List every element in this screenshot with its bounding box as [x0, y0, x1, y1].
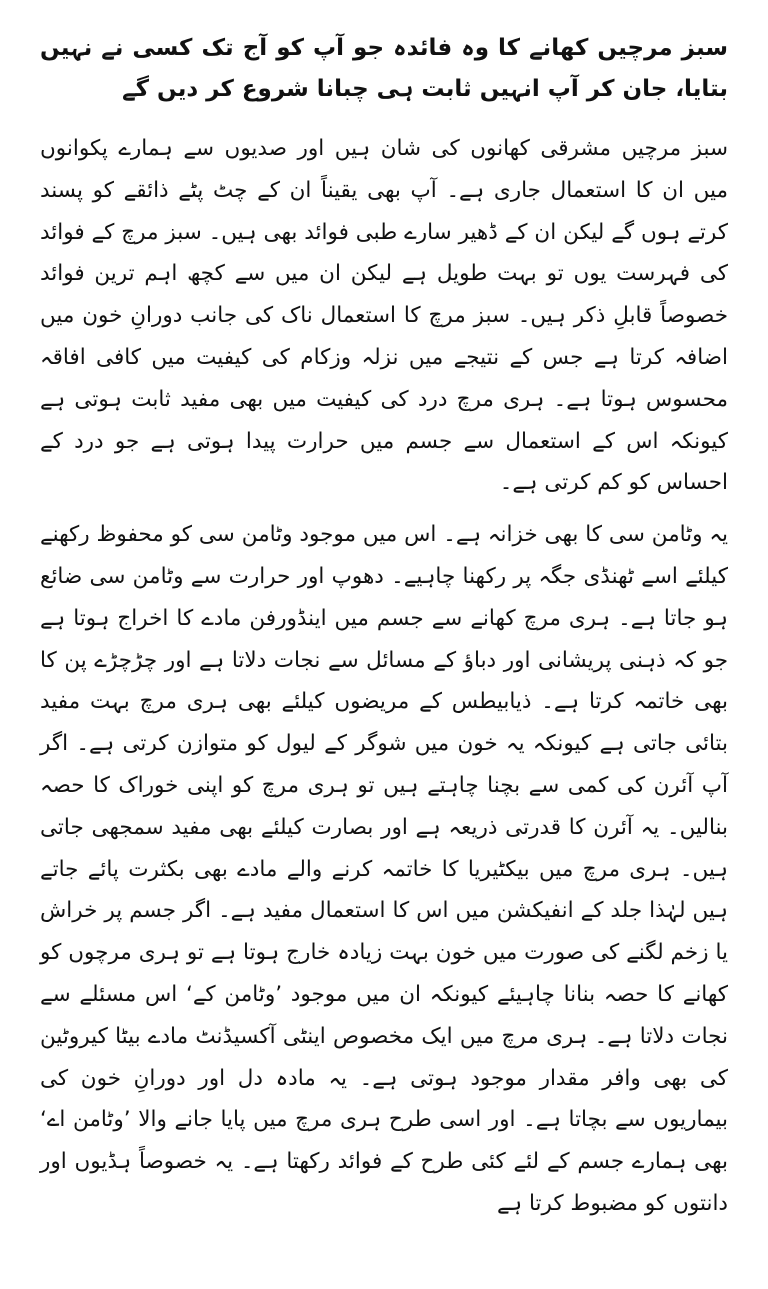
article-headline: سبز مرچیں کھانے کا وہ فائدہ جو آپ کو آج تک کسی نے نہیں بتایا، جان کر آپ انہیں ثابت ہی چبانا شروع کر دیں گے [40, 35, 728, 102]
article-paragraph-2: یہ وٹامن سی کا بھی خزانہ ہے۔ اس میں موجود وٹامن سی کو محفوظ رکھنے کیلئے اسے ٹھنڈی جگہ پر رکھنا چاہیے۔ دھوپ اور حرارت سے وٹامن سی ضائع ہو جاتا ہے۔ ہری مرچ کھانے سے جسم میں اینڈورفن مادے کا اخراج ہوتا ہے جو کہ ذہنی پریشانی اور دباؤ کے مسائل سے نجات دلاتا ہے اور چڑچڑے پن کا بھی خاتمہ کرتا ہے۔ ذیابیطس کے مریضوں کیلئے بھی ہری مرچ بہت مفید بتائی جاتی ہے کیونکہ یہ خون میں شوگر کے لیول کو متوازن کرتی ہے۔ اگر آپ آئرن کی کمی سے بچنا چاہتے ہیں تو ہری مرچ کو اپنی خوراک کا حصہ بنالیں۔ یہ آئرن کا قدرتی ذریعہ ہے اور بصارت کیلئے بھی مفید سمجھی جاتی ہیں۔ ہری مرچ میں بیکٹیریا کا خاتمہ کرنے والے مادے بھی بکثرت پائے جاتے ہیں لہٰذا جلد کے انفیکشن میں اس کا استعمال مفید ہے۔ اگر جسم پر خراش یا زخم لگنے کی صورت میں خون بہت زیادہ خارج ہوتا ہے تو ہری مرچوں کو کھانے کا حصہ بنانا چاہیئے کیونکہ ان میں موجود ’وٹامن کے‘ اس مسئلے سے نجات دلاتا ہے۔ ہری مرچ میں ایک مخصوص اینٹی آکسیڈنٹ مادے بیٹا کیروٹین کی بھی وافر مقدار موجود ہوتی ہے۔ یہ مادہ دل اور دورانِ خون کی بیماریوں سے بچاتا ہے۔ اور اسی طرح ہری مرچ میں پایا جانے والا ’وٹامن اے‘ بھی ہمارے جسم کے لئے کئی طرح کے فوائد رکھتا ہے۔ یہ خصوصاً ہڈیوں اور دانتوں کو مضبوط کرتا ہے [40, 522, 728, 1216]
article-paragraph-1: سبز مرچیں مشرقی کھانوں کی شان ہیں اور صدیوں سے ہمارے پکوانوں میں ان کا استعمال جاری ہے۔ آپ بھی یقیناً ان کے چٹ پٹے ذائقے کو پسند کرتے ہوں گے لیکن ان کے ڈھیر سارے طبی فوائد بھی ہیں۔ سبز مرچ کے فوائد کی فہرست یوں تو بہت طویل ہے لیکن ان میں سے کچھ اہم ترین فوائد خصوصاً قابلِ ذکر ہیں۔ سبز مرچ کا استعمال ناک کی جانب دورانِ خون میں اضافہ کرتا ہے جس کے نتیجے میں نزلہ وزکام کی کیفیت میں کافی افاقہ محسوس ہوتا ہے۔ ہری مرچ درد کی کیفیت میں بھی مفید ثابت ہوتی ہے کیونکہ اس کے استعمال سے جسم میں حرارت پیدا ہوتی ہے جو درد کے احساس کو کم کرتی ہے۔ [40, 136, 728, 496]
